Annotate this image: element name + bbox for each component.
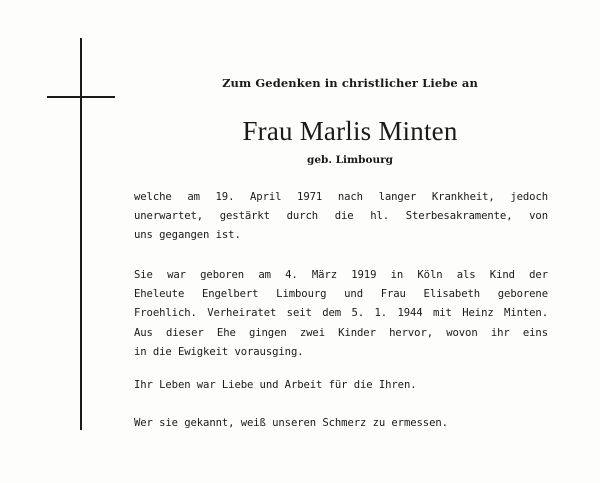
paragraph-life <box>134 376 548 395</box>
text-line: unerwartet, gestärkt durch die hl. Sterbesakramente, von <box>134 210 548 223</box>
text-line: in die Ewigkeit vorausging. <box>134 345 304 358</box>
text-line: Sie war geboren am 4. März 1919 in Köln als Kind der <box>134 269 548 281</box>
text-line: welche am 19. April 1971 nach langer Krankheit, jedoch <box>134 191 548 203</box>
memorial-header: Zum Gedenken in christlicher Liebe an <box>222 76 478 90</box>
cross-icon-crossbar <box>47 96 115 98</box>
text-line: Wer sie gekannt, weiß unseren Schmerz zu ermessen. <box>134 417 448 429</box>
text-line: Eheleute Engelbert Limbourg und Frau Elisabeth geborene <box>134 288 548 301</box>
text-line: Froehlich. Verheiratet seit dem 5. 1. 1944 mit Heinz Minten. <box>134 307 548 320</box>
paragraph-biography <box>134 266 548 362</box>
paragraph-death <box>134 188 548 246</box>
maiden-name: geb. Limbourg <box>306 154 393 166</box>
text-line: Aus dieser Ehe gingen zwei Kinder hervor, wovon ihr eins <box>134 326 548 339</box>
text-line: Ihr Leben war Liebe und Arbeit für die Ihren. <box>134 379 417 391</box>
text-line: uns gegangen ist. <box>134 229 241 242</box>
paragraph-closing <box>134 414 548 433</box>
deceased-name: Frau Marlis Minten <box>242 116 458 146</box>
